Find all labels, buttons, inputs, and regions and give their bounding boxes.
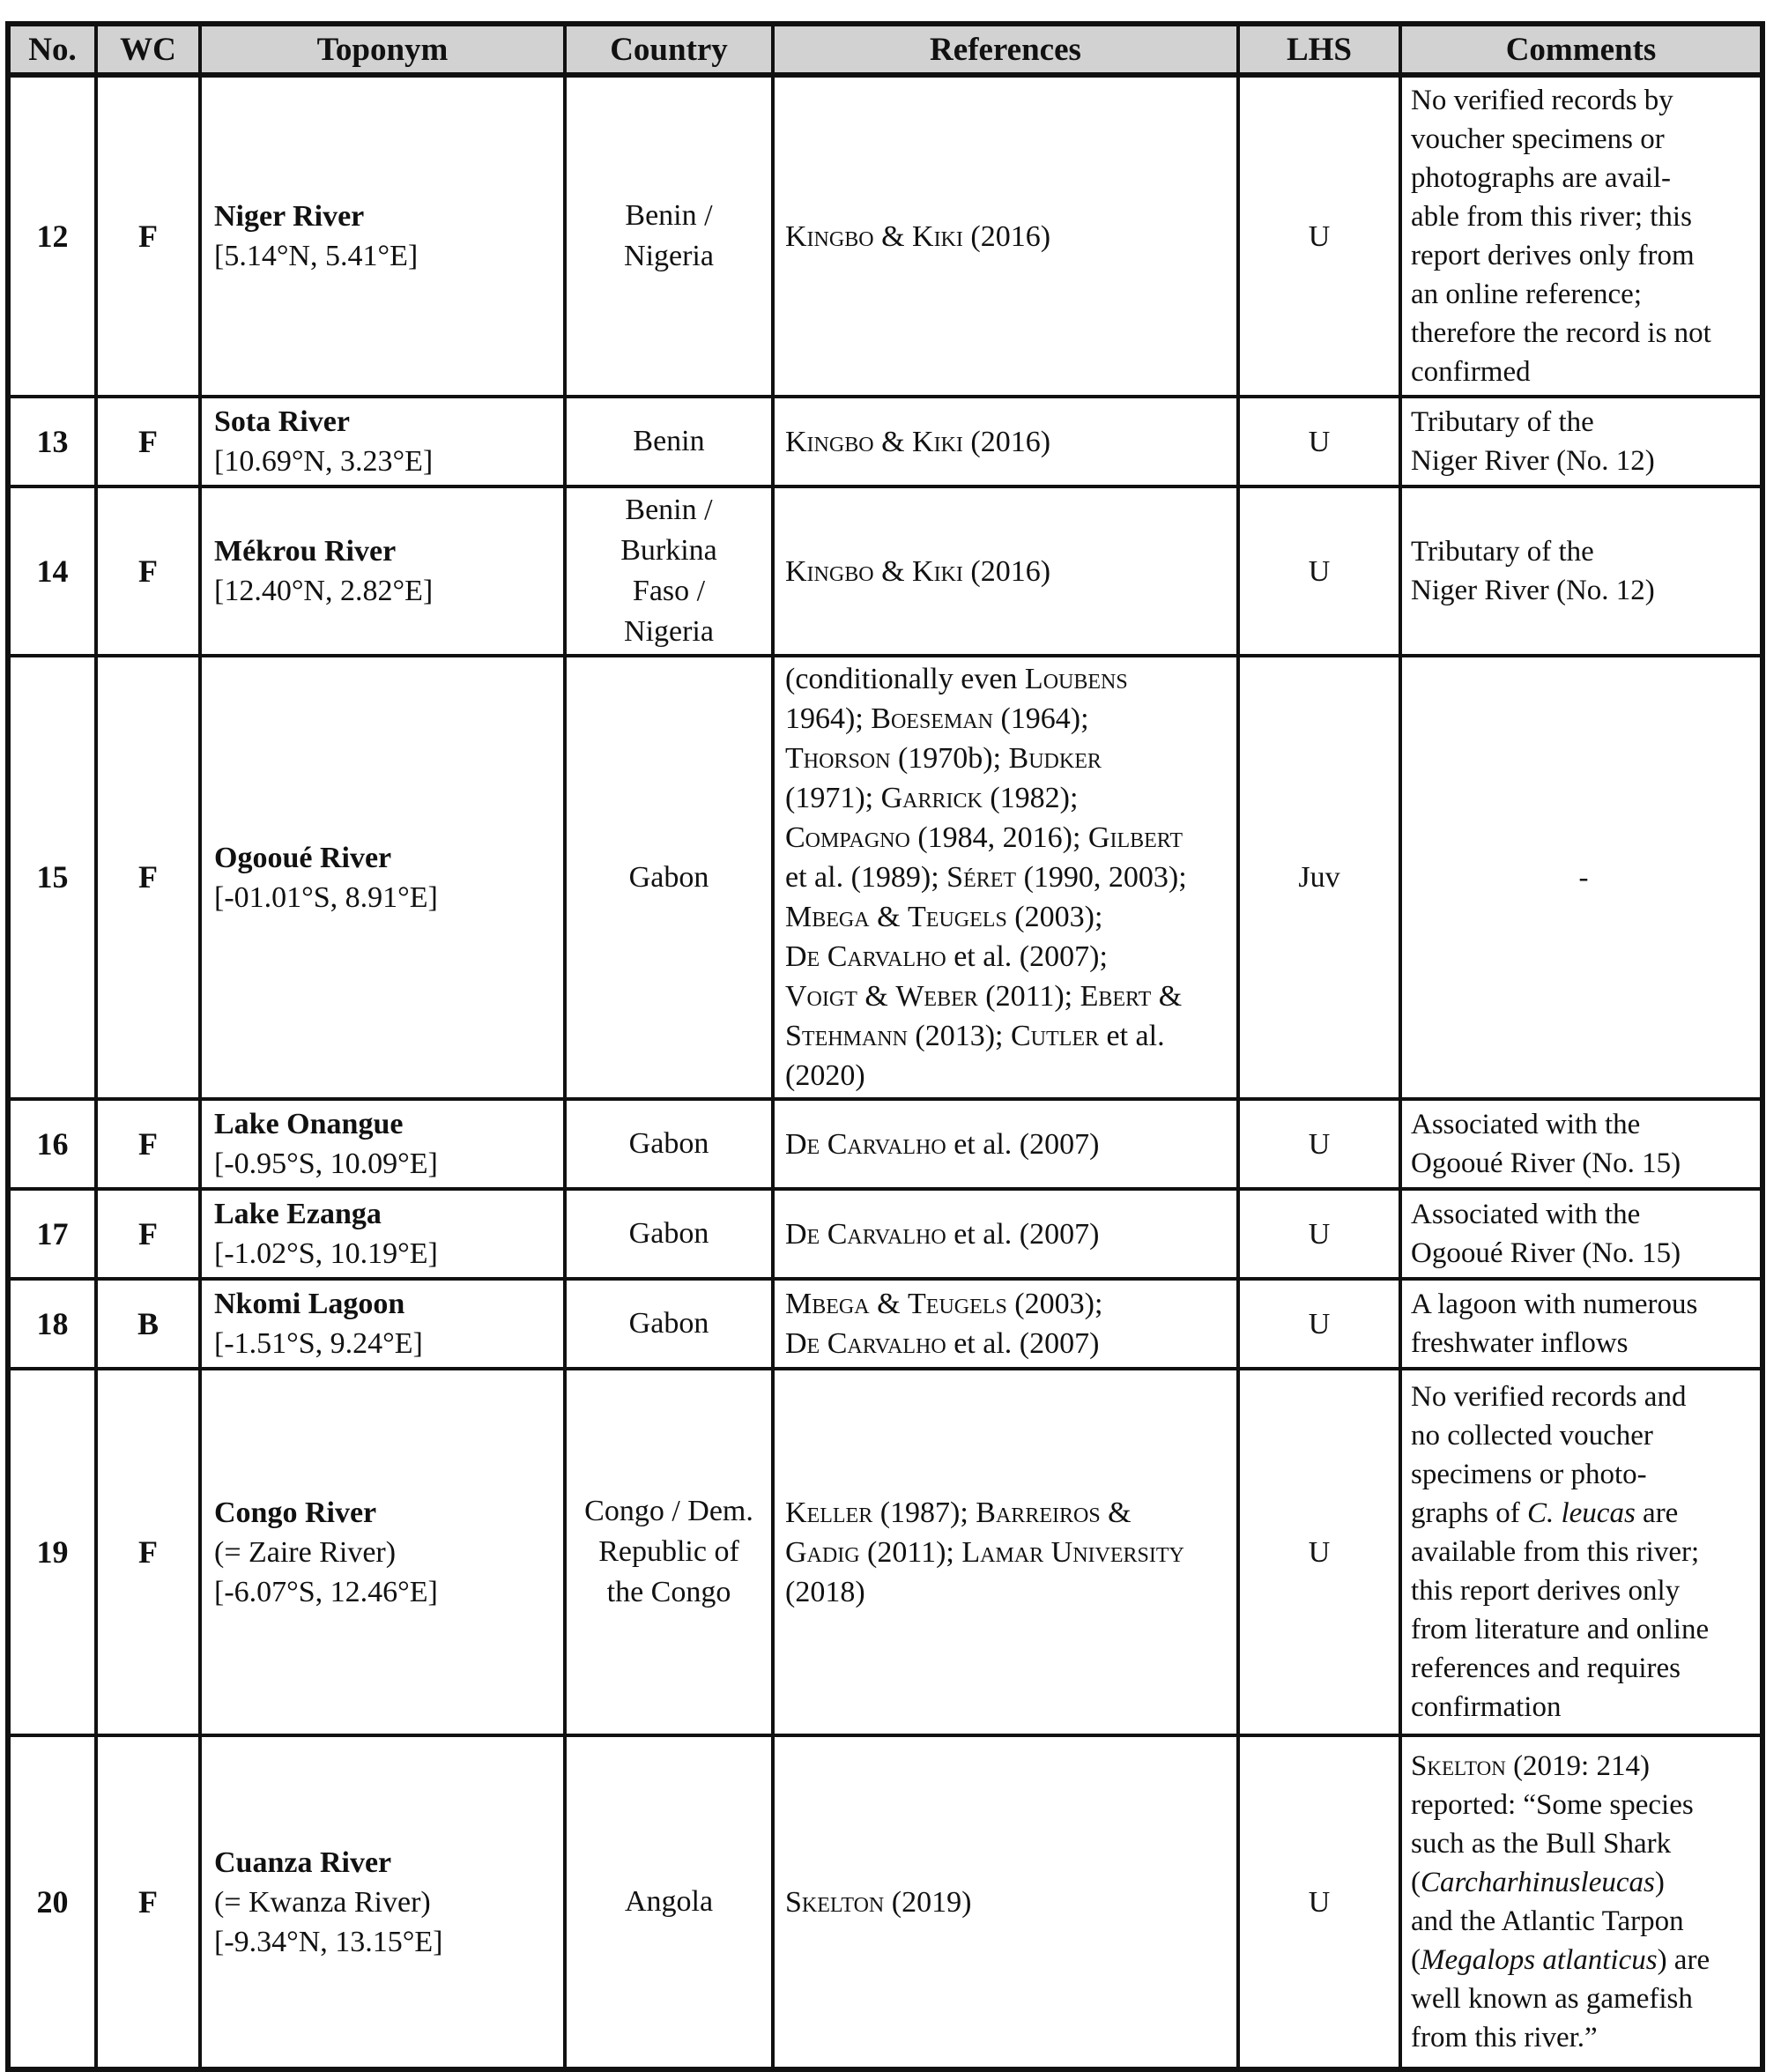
country-cell: Benin [565, 397, 773, 486]
table-row [8, 1189, 1762, 1279]
toponym-details: (= Kwanza River) [-9.34°N, 13.15°E] [214, 1885, 443, 1958]
lhs-cell: U [1238, 1279, 1400, 1369]
references-cell: Kingbo & Kiki (2016) [773, 397, 1238, 486]
lhs-cell: U [1238, 397, 1400, 486]
toponym-details: [-01.01°S, 8.91°E] [214, 880, 438, 914]
toponym-cell [200, 486, 565, 656]
row-number-cell: 17 [8, 1189, 96, 1279]
water-class-cell: F [96, 1735, 200, 2069]
table-row [8, 1279, 1762, 1369]
comments-cell: - [1400, 656, 1762, 1099]
toponym-details: [10.69°N, 3.23°E] [214, 445, 434, 478]
header-cell-references: References [773, 24, 1238, 75]
toponym-name: Mékrou River [214, 535, 397, 568]
row-number-cell: 18 [8, 1279, 96, 1369]
comments-cell: Associated with the Ogooué River (No. 15) [1400, 1099, 1762, 1189]
references-cell: De Carvalho et al. (2007) [773, 1099, 1238, 1189]
country-cell: Gabon [565, 1099, 773, 1189]
lhs-cell: Juv [1238, 656, 1400, 1099]
toponym-cell [200, 1735, 565, 2069]
row-number-cell: 13 [8, 397, 96, 486]
header-cell-wc: WC [96, 24, 200, 75]
country-cell: Gabon [565, 656, 773, 1099]
records-table [5, 21, 1765, 2072]
lhs-cell: U [1238, 486, 1400, 656]
toponym-name: Lake Ezanga [214, 1198, 382, 1230]
toponym-details: [-1.51°S, 9.24°E] [214, 1327, 423, 1360]
table-row [8, 75, 1762, 397]
header-cell-toponym: Toponym [200, 24, 565, 75]
toponym-cell [200, 1369, 565, 1735]
table-body [8, 75, 1762, 2069]
row-number-cell: 19 [8, 1369, 96, 1735]
toponym-details: [12.40°N, 2.82°E] [214, 575, 434, 607]
country-cell: Benin / Nigeria [565, 75, 773, 397]
toponym-name: Nkomi Lagoon [214, 1288, 405, 1320]
comments-cell: Tributary of the Niger River (No. 12) [1400, 486, 1762, 656]
row-number-cell: 16 [8, 1099, 96, 1189]
row-number-cell: 20 [8, 1735, 96, 2069]
references-cell: Kingbo & Kiki (2016) [773, 75, 1238, 397]
comments-cell: Tributary of the Niger River (No. 12) [1400, 397, 1762, 486]
toponym-cell [200, 1099, 565, 1189]
toponym-details: [5.14°N, 5.41°E] [214, 240, 419, 272]
table-row [8, 486, 1762, 656]
header-cell-no: No. [8, 24, 96, 75]
row-number-cell: 12 [8, 75, 96, 397]
table-row [8, 1735, 1762, 2069]
toponym-name: Congo River [214, 1496, 377, 1529]
comments-cell: No verified records and no collected voucher specimens or photo- graphs of C. leucas are available from this river; this report derives only from literature and online references and requires confirmation [1400, 1369, 1762, 1735]
references-cell: De Carvalho et al. (2007) [773, 1189, 1238, 1279]
row-number-cell: 15 [8, 656, 96, 1099]
water-class-cell: F [96, 397, 200, 486]
row-number-cell: 14 [8, 486, 96, 656]
comments-cell: Skelton (2019: 214) reported: “Some species such as the Bull Shark (Carcharhinusleucas) and the Atlantic Tarpon (Megalops atlanticus) are well known as gamefish from this river.” [1400, 1735, 1762, 2069]
references-cell: Skelton (2019) [773, 1735, 1238, 2069]
country-cell: Angola [565, 1735, 773, 2069]
water-class-cell: F [96, 656, 200, 1099]
country-cell: Benin / Burkina Faso / Nigeria [565, 486, 773, 656]
water-class-cell: F [96, 1369, 200, 1735]
water-class-cell: B [96, 1279, 200, 1369]
references-cell: Keller (1987); Barreiros & Gadig (2011); Lamar University (2018) [773, 1369, 1238, 1735]
lhs-cell: U [1238, 1735, 1400, 2069]
toponym-name: Lake Onangue [214, 1108, 404, 1140]
toponym-cell [200, 397, 565, 486]
table-row [8, 1099, 1762, 1189]
comments-cell: A lagoon with numerous freshwater inflows [1400, 1279, 1762, 1369]
references-cell: Kingbo & Kiki (2016) [773, 486, 1238, 656]
header-cell-lhs: LHS [1238, 24, 1400, 75]
toponym-details: (= Zaire River) [-6.07°S, 12.46°E] [214, 1535, 438, 1608]
lhs-cell: U [1238, 1189, 1400, 1279]
country-cell: Gabon [565, 1189, 773, 1279]
references-cell: (conditionally even Loubens 1964); Boeseman (1964); Thorson (1970b); Budker (1971); Garrick (1982); Compagno (1984, 2016); Gilbert et al. (1989); Séret (1990, 2003); Mbega & Teugels (2003); De Carvalho et al. (2007); Voigt & Weber (2011); Ebert & Stehmann (2013); Cutler et al. (2020) [773, 656, 1238, 1099]
toponym-details: [-0.95°S, 10.09°E] [214, 1147, 438, 1180]
references-cell: Mbega & Teugels (2003); De Carvalho et al. (2007) [773, 1279, 1238, 1369]
water-class-cell: F [96, 75, 200, 397]
toponym-cell [200, 1279, 565, 1369]
header-cell-comments: Comments [1400, 24, 1762, 75]
water-class-cell: F [96, 486, 200, 656]
table-row [8, 656, 1762, 1099]
table-row [8, 1369, 1762, 1735]
header-cell-country: Country [565, 24, 773, 75]
comments-cell: Associated with the Ogooué River (No. 15) [1400, 1189, 1762, 1279]
toponym-cell [200, 75, 565, 397]
toponym-cell [200, 1189, 565, 1279]
lhs-cell: U [1238, 75, 1400, 397]
table-row [8, 397, 1762, 486]
comments-cell: No verified records by voucher specimens or photographs are avail- able from this river; this report derives only from an online reference; therefore the record is not confirmed [1400, 75, 1762, 397]
toponym-name: Niger River [214, 200, 365, 233]
toponym-cell [200, 656, 565, 1099]
toponym-name: Cuanza River [214, 1845, 392, 1879]
country-cell: Congo / Dem. Republic of the Congo [565, 1369, 773, 1735]
toponym-name: Sota River [214, 405, 350, 438]
country-cell: Gabon [565, 1279, 773, 1369]
toponym-name: Ogooué River [214, 841, 392, 874]
toponym-details: [-1.02°S, 10.19°E] [214, 1237, 438, 1270]
lhs-cell: U [1238, 1369, 1400, 1735]
header-row [8, 24, 1762, 75]
lhs-cell: U [1238, 1099, 1400, 1189]
water-class-cell: F [96, 1099, 200, 1189]
water-class-cell: F [96, 1189, 200, 1279]
